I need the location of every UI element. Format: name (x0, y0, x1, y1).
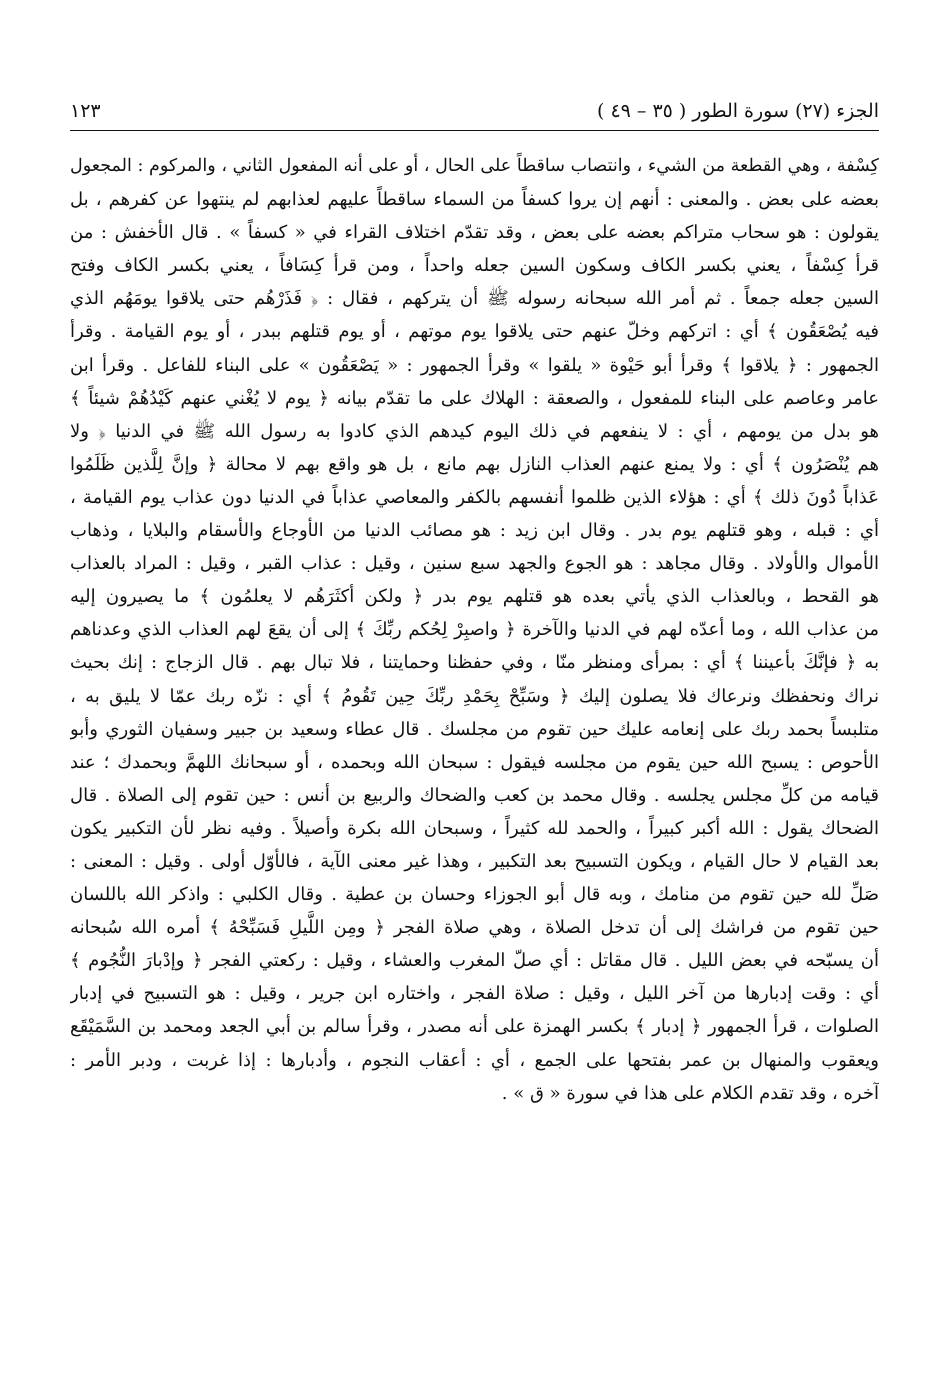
text-line: هو بدل من يومهم ، أي : لا ينفعهم في ذلك اليوم كيدهم الذي كادوا به رسول الله ﷺ في الدنيا ﴿ ولا (70, 420, 879, 442)
running-title: الجزء (٢٧) سورة الطور ( ٣٥ – ٤٩ ) (596, 100, 879, 122)
text-line: حين تقوم من فراشك إلى أن تدخل الصلاة ، وهي صلاة الفجر ﴿ ومِن اللَّيلِ فَسَبِّحْهُ ﴾ أمره الله سُبحانه (70, 917, 879, 939)
text-line: الجمهور : ﴿ يلاقوا ﴾ وقرأ أبو حَيْوة « يلقوا » وقرأ الجمهور : « يَصْعَقُون » على البناء للفاعل . وقرأ ابن (70, 354, 879, 376)
text-line: قيامه من كلِّ مجلس يجلسه . وقال محمد بن كعب والضحاك والربيع بن أنس : حين تقوم إلى الصلاة . قال (70, 784, 879, 806)
text-line: يقولون : هو سحاب متراكم بعضه على بعض ، وقد تقدّم اختلاف القراء في « كسفاً » . قال الأخفش : من (70, 222, 879, 244)
text-line: متلبساً بحمد ربك على إنعامه عليك حين تقوم من مجلسك . قال عطاء وسعيد بن جبير وسفيان الثوري وأبو (70, 718, 879, 740)
text-line: الأموال والأولاد . وقال مجاهد : هو الجوع والجهد سبع سنين ، وقيل : عذاب القبر ، وقيل : المراد بالعذاب (70, 553, 879, 575)
text-line: السين جعله جمعاً . ثم أمر الله سبحانه رسوله ﷺ أن يتركهم ، فقال : ﴿ فَذَرْهُم حتى يلاقوا يومَهُم الذي (70, 288, 879, 310)
text-line: قرأ كِسْفاً ، يعني بكسر الكاف وسكون السين جعله واحداً ، ومن قرأ كِسَافاً ، يعني بكسر الكاف وفتح (70, 255, 879, 277)
text-line: أي : قبله ، وهو قتلهم يوم بدر . وقال ابن زيد : هو مصائب الدنيا من الأوجاع والأسقام والبلايا ، وذهاب (70, 520, 879, 542)
text-line: الضحاك يقول : الله أكبر كبيراً ، والحمد لله كثيراً ، وسبحان الله بكرة وأصيلاً . وفيه نظر لأن التكبير يكون (70, 817, 879, 839)
text-line: به ﴿ فإنَّكَ بأعيننا ﴾ أي : بمرأى ومنظر منّا ، وفي حفظنا وحمايتنا ، فلا تبال بهم . قال الزجاج : إنك بحيث (70, 652, 879, 674)
text-line: الأحوص : يسبح الله حين يقوم من مجلسه فيقول : سبحان الله وبحمده ، أو سبحانك اللهمَّ وبحمدك ؛ عند (70, 751, 879, 773)
text-line: ويعقوب والمنهال بن عمر بفتحها على الجمع ، أي : أعقاب النجوم ، وأدبارها : إذا غربت ، ودبر الأمر : (70, 1049, 879, 1071)
text-line: آخره ، وقد تقدم الكلام على هذا في سورة « ق » . (501, 1082, 879, 1104)
text-line: نراك ونحفظك ونرعاك فلا يصلون إليك ﴿ وسَبِّحْ بِحَمْدِ ربِّكَ حِين تَقُومُ ﴾ أي : نزّه ربك عمّا لا يليق به ، (70, 685, 879, 707)
text-line: صَلِّ لله حين تقوم من منامك ، وبه قال أبو الجوزاء وحسان بن عطية . وقال الكلبي : واذكر الله باللسان (70, 884, 879, 906)
text-line: هو القحط ، وبالعذاب الذي يأتي بعده هو قتلهم يوم بدر ﴿ ولكن أكثَرَهُم لا يعلمُون ﴾ ما يصيرون إليه (70, 586, 879, 608)
page-number: ١٢٣ (70, 100, 101, 122)
text-line: أن يسبّحه في بعض الليل . قال مقاتل : أي صلّ المغرب والعشاء ، وقيل : ركعتي الفجر ﴿ وإدْبارَ النُّجُوم ﴾ (70, 950, 879, 972)
text-line: بعضه على بعض . والمعنى : أنهم إن يروا كسفاً من السماء ساقطاً عليهم لعذابهم لم ينتهوا عن كفرهم ، بل (70, 189, 879, 211)
text-line: كِسْفة ، وهي القطعة من الشيء ، وانتصاب ساقطاً على الحال ، أو على أنه المفعول الثاني ، والمركوم : المجعول (70, 156, 879, 176)
text-line: هم يُنْصَرُون ﴾ أي : ولا يمنع عنهم العذاب النازل بهم مانع ، بل هو واقع بهم لا محالة ﴿ وإنَّ لِلَّذين ظَلَمُوا (70, 453, 879, 475)
text-line: عامر وعاصم على البناء للمفعول ، والصعقة : الهلاك على ما تقدّم بيانه ﴿ يوم لا يُغْني عنهم كَيْدُهُمْ شيئاً ﴾ (70, 387, 879, 409)
text-line: من عذاب الله ، وما أعدّه لهم في الدنيا والآخرة ﴿ واصبِرْ لِحُكم ربِّكَ ﴾ إلى أن يقعَ لهم العذاب الذي وعدناهم (70, 619, 879, 641)
text-line: أي : وقت إدبارها من آخر الليل ، وقيل : صلاة الفجر ، واختاره ابن جرير ، وقيل : هو التسبيح في إدبار (70, 983, 879, 1005)
commentary-body (70, 150, 879, 1110)
header-divider (70, 130, 879, 131)
text-line: الصلوات ، قرأ الجمهور ﴿ إدبار ﴾ بكسر الهمزة على أنه مصدر ، وقرأ سالم بن أبي الجعد ومحمد بن السَّمَيْقَع (70, 1016, 879, 1038)
text-line: فيه يُصْعَقُون ﴾ أي : اتركهم وخلّ عنهم حتى يلاقوا يوم موتهم ، أو يوم قتلهم ببدر ، أو يوم القيامة . وقرأ (70, 321, 879, 343)
page-header (70, 96, 879, 126)
text-line: بعد القيام لا حال القيام ، ويكون التسبيح بعد التكبير ، وهذا غير معنى الآية ، فالأوّل أولى . وقيل : المعنى : (70, 850, 879, 872)
text-line: عَذاباً دُونَ ذلك ﴾ أي : هؤلاء الذين ظلموا أنفسهم بالكفر والمعاصي عذاباً في الدنيا دون عذاب يوم القيامة ، (70, 486, 879, 508)
